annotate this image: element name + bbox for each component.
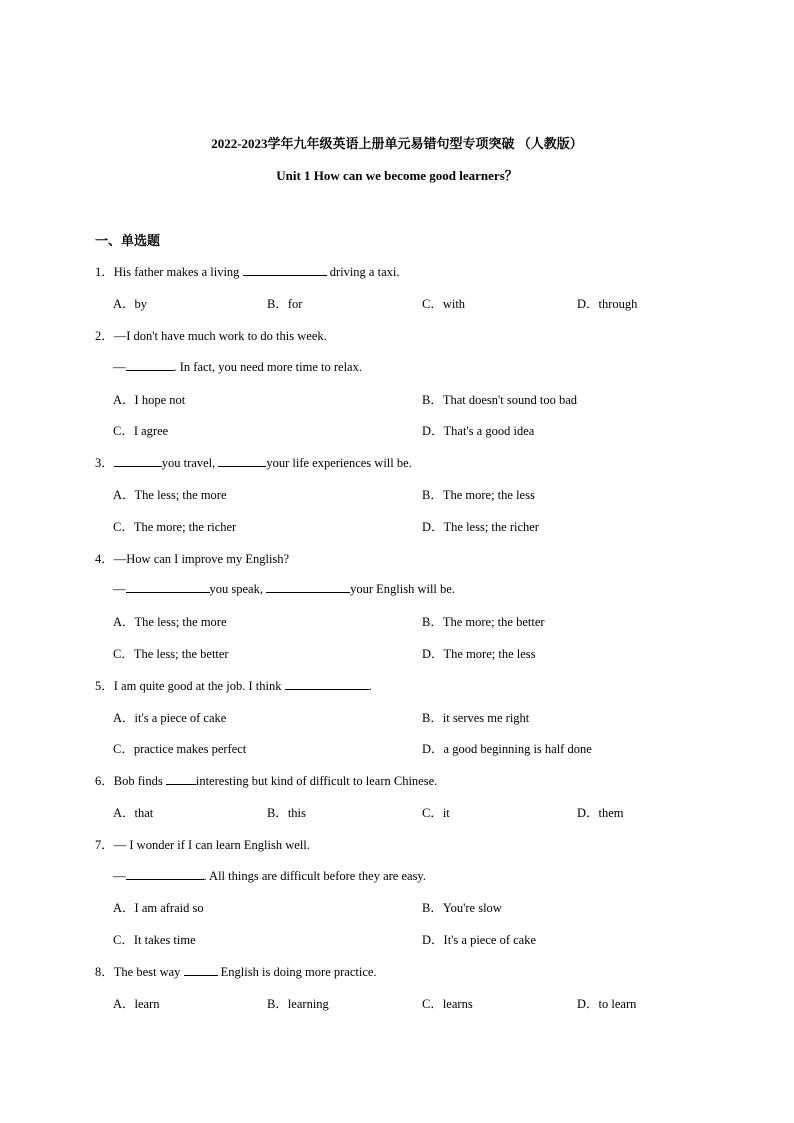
question-number: 8．	[95, 965, 114, 979]
answer-blank	[126, 580, 210, 593]
option-b: B．The more; the less	[422, 488, 535, 502]
question-2-reply: — . In fact, you need more time to relax.	[113, 360, 362, 374]
question-7-stem: 7．— I wonder if I can learn English well.	[95, 838, 310, 852]
answer-blank	[114, 454, 162, 467]
option-d: D．them	[577, 806, 624, 820]
option-c: C．practice makes perfect	[113, 742, 247, 756]
answer-blank	[285, 677, 369, 690]
option-c: C．with	[422, 297, 466, 311]
option-a: A．The less; the more	[113, 488, 227, 502]
option-c: C．The more; the richer	[113, 520, 237, 534]
option-d: D．That's a good idea	[422, 424, 535, 438]
answer-blank	[184, 963, 218, 976]
option-b: B．That doesn't sound too bad	[422, 393, 578, 407]
answer-blank	[266, 580, 350, 593]
question-5-stem: 5．I am quite good at the job. I think .	[95, 679, 372, 693]
question-number: 5．	[95, 679, 114, 693]
document-title: 2022-2023学年九年级英语上册单元易错句型专项突破 （人教版）	[211, 136, 583, 151]
answer-blank	[166, 772, 196, 785]
question-7-reply: — . All things are difficult before they are easy.	[113, 869, 426, 883]
question-1-stem: 1．His father makes a living driving a taxi.	[95, 265, 400, 279]
option-b: B．it serves me right	[422, 711, 530, 725]
option-d: D．through	[577, 297, 638, 311]
option-a: A．learn	[113, 997, 160, 1011]
question-number: 4．	[95, 552, 114, 566]
option-a: A．The less; the more	[113, 615, 227, 629]
question-number: 6．	[95, 774, 114, 788]
option-b: B．for	[267, 297, 303, 311]
option-a: A．I am afraid so	[113, 901, 204, 915]
question-number: 7．	[95, 838, 114, 852]
option-a: A．that	[113, 806, 154, 820]
document-subtitle: Unit 1 How can we become good learners？	[276, 168, 518, 183]
option-a: A．by	[113, 297, 148, 311]
answer-blank	[126, 358, 174, 371]
option-d: D．The more; the less	[422, 647, 536, 661]
answer-blank	[243, 263, 327, 276]
option-c: C．learns	[422, 997, 473, 1011]
question-4-stem: 4．—How can I improve my English?	[95, 552, 290, 566]
option-b: B．learning	[267, 997, 329, 1011]
section-heading: 一、单选题	[95, 233, 161, 248]
question-number: 2．	[95, 329, 114, 343]
answer-blank	[218, 454, 266, 467]
option-d: D．to learn	[577, 997, 637, 1011]
option-b: B．You're slow	[422, 901, 502, 915]
question-3-stem: 3． you travel, your life experiences will be.	[95, 456, 412, 470]
question-number: 1．	[95, 265, 114, 279]
option-d: D．a good beginning is half done	[422, 742, 592, 756]
option-b: B．The more; the better	[422, 615, 545, 629]
question-8-stem: 8．The best way English is doing more practice.	[95, 965, 377, 979]
option-c: C．I agree	[113, 424, 169, 438]
option-d: D．The less; the richer	[422, 520, 539, 534]
question-2-stem: 2．—I don't have much work to do this week.	[95, 329, 327, 343]
option-c: C．The less; the better	[113, 647, 229, 661]
question-4-reply: — you speak, your English will be.	[113, 582, 455, 596]
option-b: B．this	[267, 806, 306, 820]
option-c: C．it	[422, 806, 450, 820]
question-number: 3．	[95, 456, 114, 470]
option-d: D．It's a piece of cake	[422, 933, 537, 947]
answer-blank	[126, 867, 204, 880]
option-a: A．I hope not	[113, 393, 186, 407]
question-6-stem: 6．Bob finds interesting but kind of difficult to learn Chinese.	[95, 774, 438, 788]
option-c: C．It takes time	[113, 933, 196, 947]
option-a: A．it's a piece of cake	[113, 711, 227, 725]
